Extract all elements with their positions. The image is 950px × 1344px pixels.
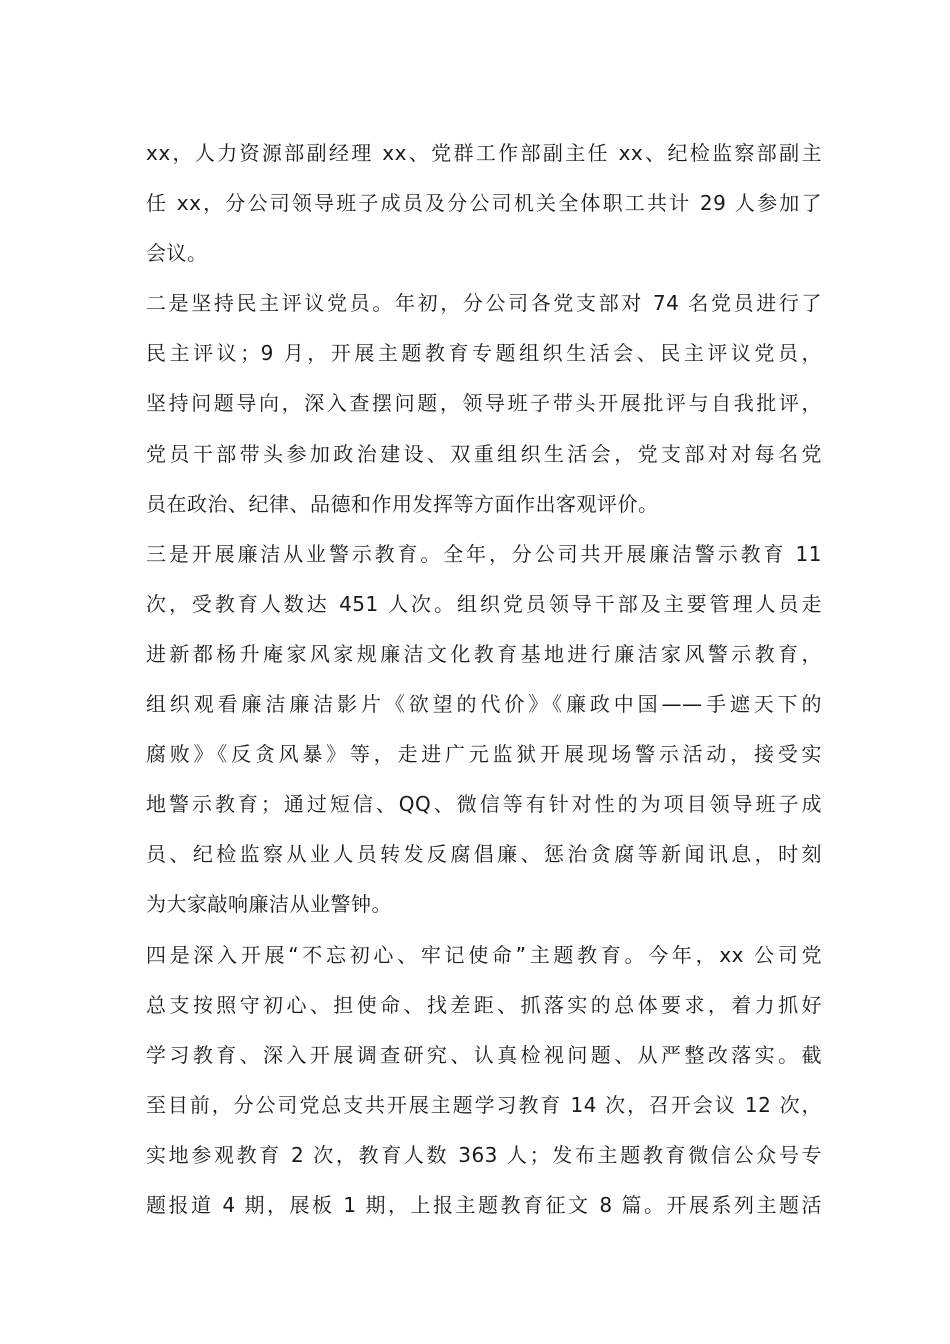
- text-line: 实地参观教育 2 次，教育人数 363 人；发布主题教育微信公众号专: [146, 1142, 822, 1167]
- text-line: 员在政治、纪律、品德和作用发挥等方面作出客观评价。: [146, 491, 659, 516]
- text-line: 民主评议；9 月，开展主题教育专题组织生活会、民主评议党员，: [146, 341, 822, 366]
- paragraph-theme-education: [146, 930, 822, 1231]
- text-line: 进新都杨升庵家风家规廉洁文化教育基地进行廉洁家风警示教育，: [146, 641, 822, 666]
- text-line: 坚持问题导向，深入查摆问题，领导班子带头开展批评与自我批评，: [146, 391, 822, 416]
- text-line: xx，人力资源部副经理 xx、党群工作部副主任 xx、纪检监察部副主: [146, 141, 822, 165]
- text-line: 至目前，分公司党总支共开展主题学习教育 14 次，召开会议 12 次，: [146, 1092, 822, 1117]
- body-text: [146, 128, 822, 1230]
- text-line: 四是深入开展“不忘初心、牢记使命”主题教育。今年，xx 公司党: [146, 942, 822, 967]
- text-line: 学习教育、深入开展调查研究、认真检视问题、从严整改落实。截: [146, 1042, 822, 1067]
- text-line: 党员干部带头参加政治建设、双重组织生活会，党支部对对每名党: [146, 441, 822, 466]
- text-line: 二是坚持民主评议党员。年初，分公司各党支部对 74 名党员进行了: [146, 291, 822, 316]
- text-line: 次，受教育人数达 451 人次。组织党员领导干部及主要管理人员走: [146, 591, 822, 616]
- paragraph-democratic-evaluation: [146, 278, 822, 528]
- text-line: 三是开展廉洁从业警示教育。全年，分公司共开展廉洁警示教育 11: [146, 541, 822, 566]
- text-line: 总支按照守初心、担使命、找差距、抓落实的总体要求，着力抓好: [146, 992, 822, 1017]
- text-line: 地警示教育；通过短信、QQ、微信等有针对性的为项目领导班子成: [146, 792, 822, 817]
- text-line: 会议。: [146, 241, 208, 266]
- paragraph-integrity-education: [146, 529, 822, 930]
- text-line: 为大家敲响廉洁从业警钟。: [146, 892, 392, 917]
- text-line: 腐败》《反贪风暴》等，走进广元监狱开展现场警示活动，接受实: [146, 742, 822, 767]
- text-line: 任 xx，分公司领导班子成员及分公司机关全体职工共计 29 人参加了: [146, 191, 822, 216]
- text-line: 题报道 4 期，展板 1 期，上报主题教育征文 8 篇。开展系列主题活: [146, 1192, 822, 1217]
- text-line: 员、纪检监察从业人员转发反腐倡廉、惩治贪腐等新闻讯息，时刻: [146, 842, 822, 867]
- paragraph-meeting-attendees: [146, 128, 822, 278]
- text-line: 组织观看廉洁廉洁影片《欲望的代价》《廉政中国——手遮天下的: [146, 692, 822, 717]
